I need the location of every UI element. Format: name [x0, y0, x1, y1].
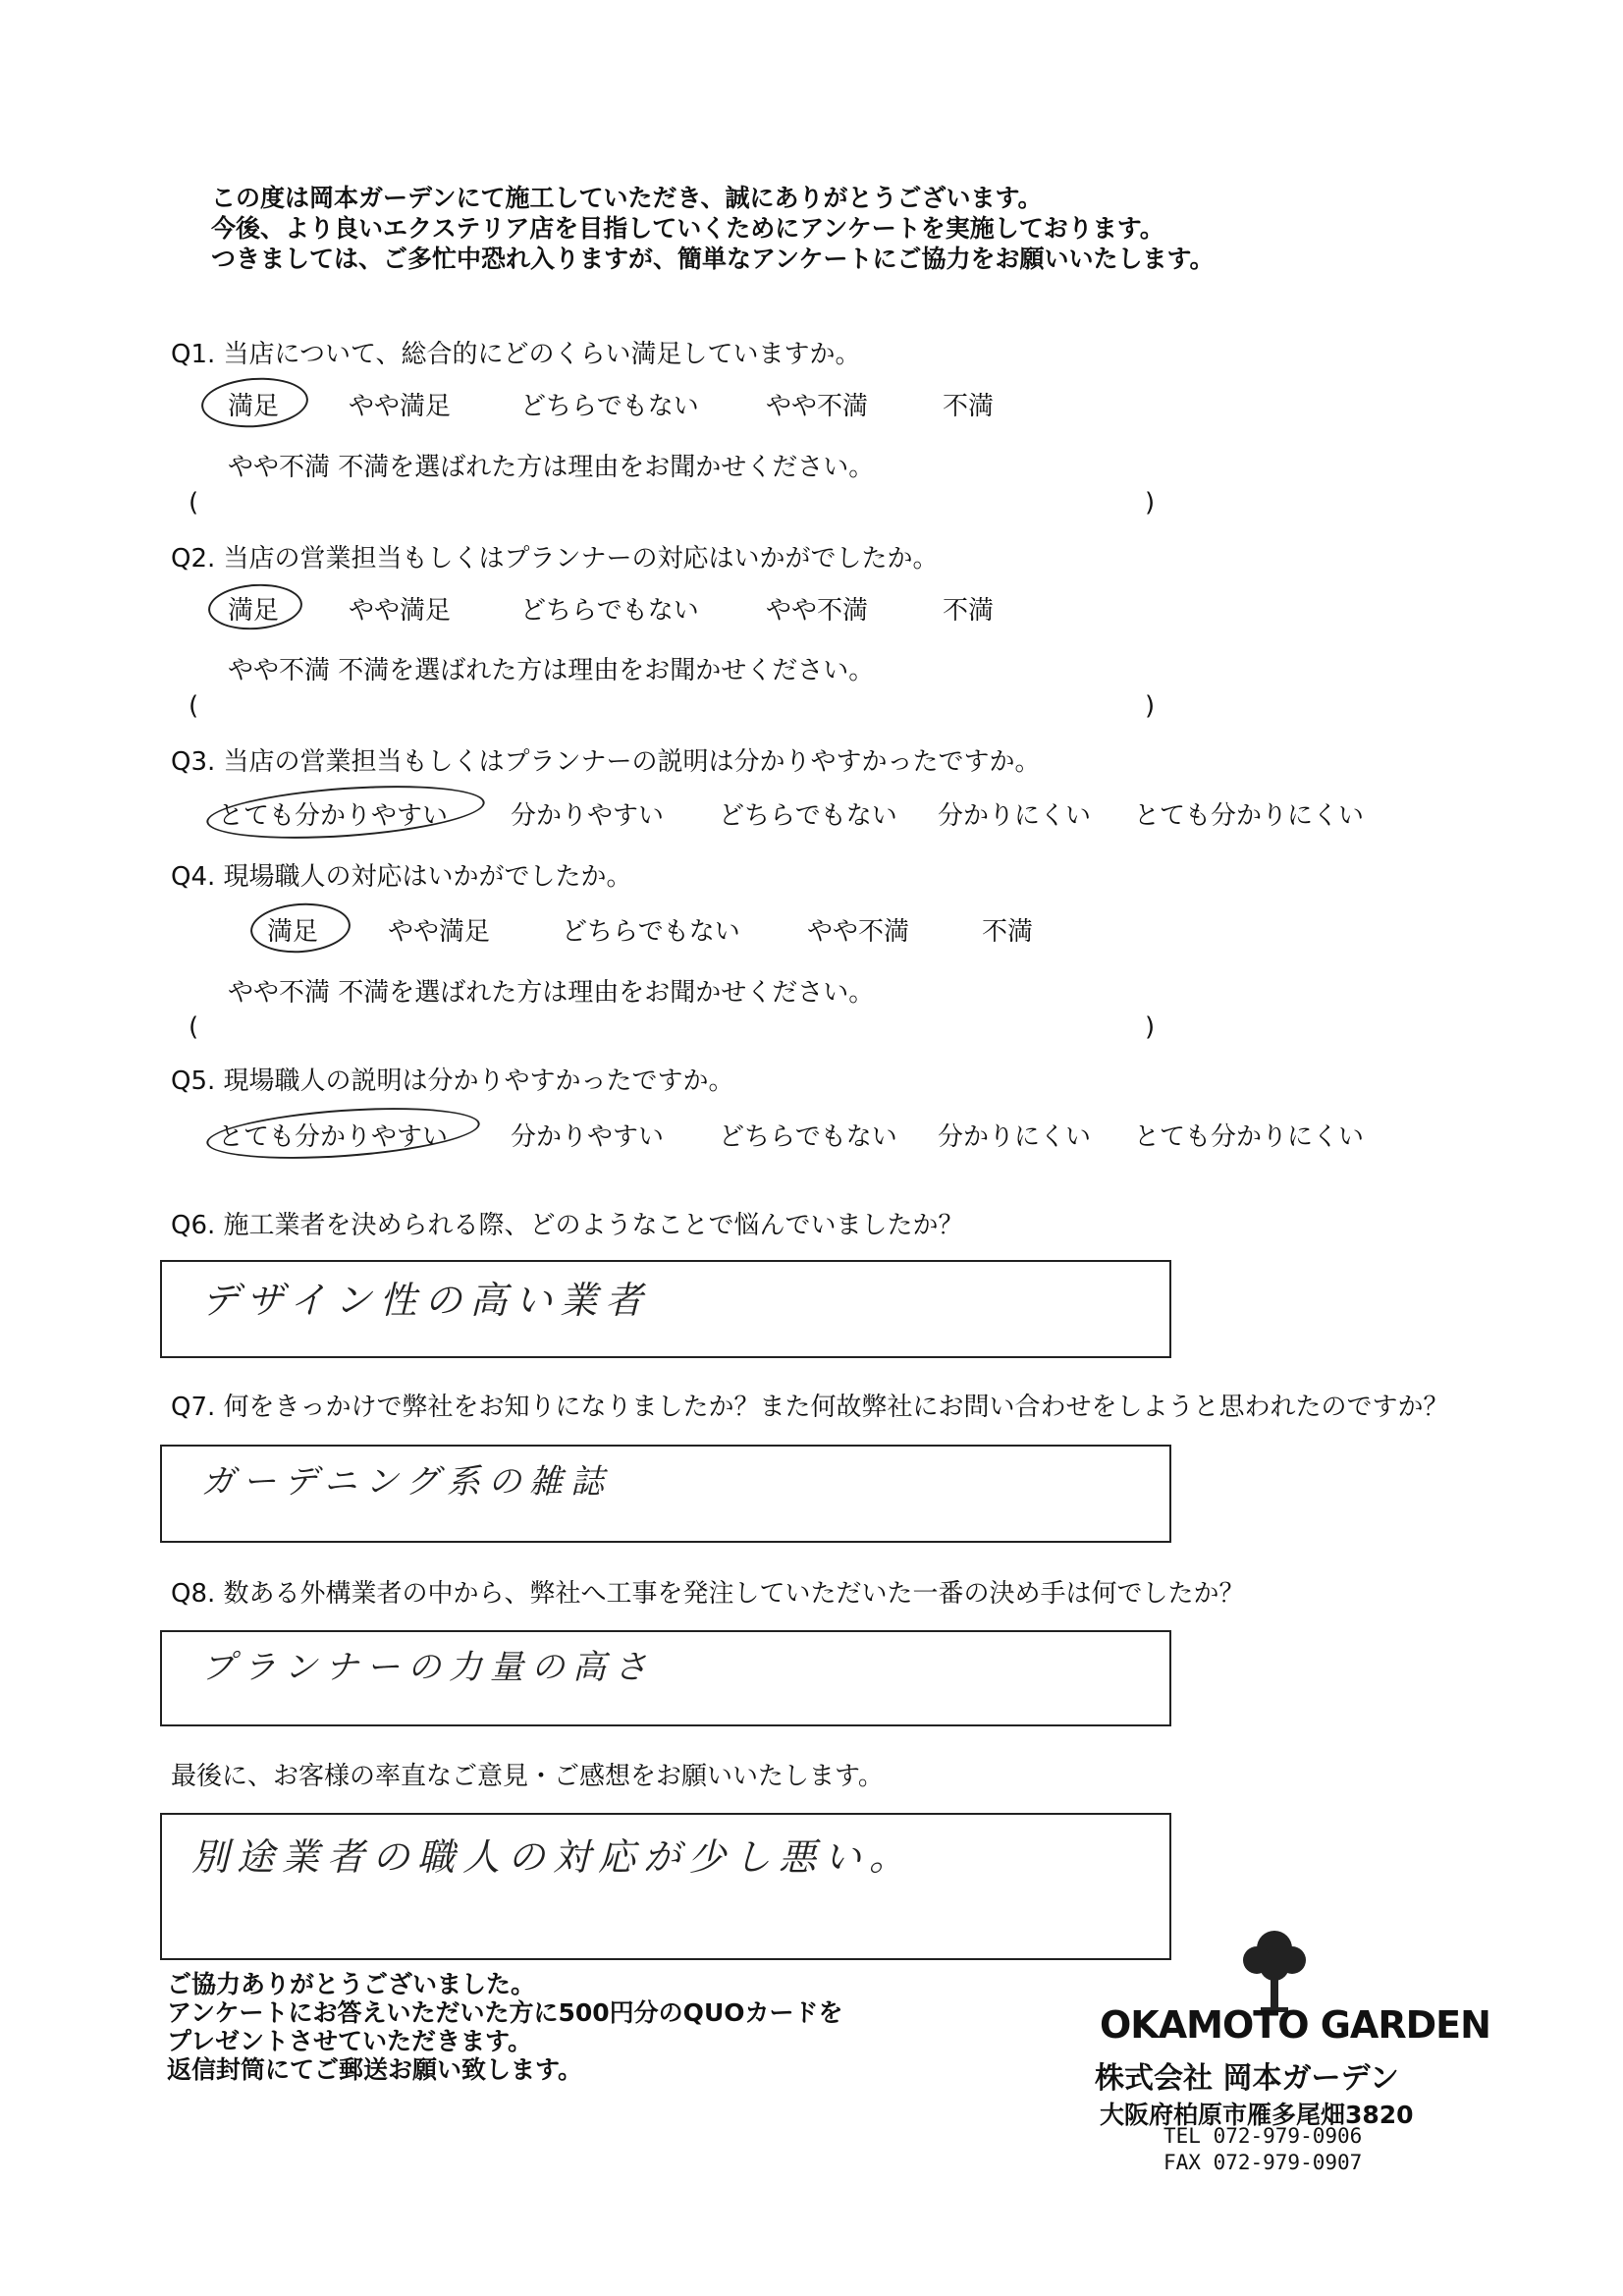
question-q7: Q7. 何をきっかけで弊社をお知りになりましたか？また何故弊社にお問い合わせをしようと思われたのですか？: [171, 1393, 1449, 1422]
company-fax: FAX 072-979-0907: [1163, 2151, 1363, 2174]
q8-answer-box[interactable]: [160, 1630, 1171, 1726]
q4-option-somewhat-satisfied[interactable]: やや満足: [388, 917, 491, 947]
footer-thanks: [167, 1970, 843, 2084]
q3-selection-circle: [205, 778, 487, 847]
company-name: 株式会社 岡本ガーデン: [1095, 2061, 1399, 2096]
q1-selection-circle: [199, 374, 309, 430]
q2-option-somewhat-satisfied[interactable]: やや満足: [349, 596, 452, 626]
intro-line: つきましては、ご多忙中恐れ入りますが、簡単なアンケートにご協力をお願いいたします。: [211, 245, 1215, 273]
q4-paren-close: ): [1145, 1012, 1156, 1042]
q5-option-neutral[interactable]: どちらでもない: [719, 1122, 897, 1152]
q5-option-very-unclear[interactable]: とても分かりにくい: [1134, 1122, 1365, 1152]
tree-icon: [1235, 1927, 1314, 2013]
q3-option-neutral[interactable]: どちらでもない: [719, 801, 897, 831]
q4-option-neutral[interactable]: どちらでもない: [562, 917, 740, 947]
q3-option-very-clear[interactable]: とても分かりやすい: [218, 801, 449, 831]
q5-option-unclear[interactable]: 分かりにくい: [938, 1122, 1092, 1152]
q4-selection-circle: [248, 901, 352, 957]
q4-reason-prompt: やや不満 不満を選ばれた方は理由をお聞かせください。: [228, 978, 875, 1008]
question-q5: Q5. 現場職人の説明は分かりやすかったですか。: [171, 1066, 734, 1096]
q6-answer: デザイン性の高い業者: [201, 1279, 651, 1322]
q4-option-dissatisfied[interactable]: 不満: [982, 917, 1034, 947]
question-q2: Q2. 当店の営業担当もしくはプランナーの対応はいかがでしたか。: [171, 544, 939, 574]
q2-option-satisfied[interactable]: 満足: [228, 596, 280, 626]
q5-option-very-clear[interactable]: とても分かりやすい: [218, 1122, 449, 1152]
q7-answer: ガーデニング系の雑誌: [201, 1462, 612, 1502]
final-answer-box[interactable]: [160, 1813, 1171, 1960]
footer-line: ご協力ありがとうございました。: [167, 1970, 536, 1998]
q1-option-satisfied[interactable]: 満足: [228, 392, 280, 421]
intro-line: 今後、より良いエクステリア店を目指していくためにアンケートを実施しております。: [211, 214, 1164, 243]
intro-text: [211, 183, 1215, 274]
question-q3: Q3. 当店の営業担当もしくはプランナーの説明は分かりやすかったですか。: [171, 747, 1041, 777]
question-q8: Q8. 数ある外構業者の中から、弊社へ工事を発注していただいた一番の決め手は何でしたか？: [171, 1579, 1245, 1609]
footer-line: アンケートにお答えいただいた方に500円分のQUOカードを: [167, 1998, 843, 2027]
q4-option-satisfied[interactable]: 満足: [267, 917, 319, 947]
q4-option-somewhat-dissatisfied[interactable]: やや不満: [807, 917, 910, 947]
q2-option-neutral[interactable]: どちらでもない: [520, 596, 699, 626]
q3-option-very-unclear[interactable]: とても分かりにくい: [1134, 801, 1365, 831]
intro-line: この度は岡本ガーデンにて施工していただき、誠にありがとうございます。: [211, 184, 1043, 212]
q1-option-dissatisfied[interactable]: 不満: [943, 392, 995, 421]
q2-paren-close: ): [1145, 691, 1156, 721]
q1-option-somewhat-satisfied[interactable]: やや満足: [349, 392, 452, 421]
q6-answer-box[interactable]: [160, 1260, 1171, 1358]
q1-option-neutral[interactable]: どちらでもない: [520, 392, 699, 421]
company-tel: TEL 072-979-0906: [1163, 2124, 1363, 2148]
q2-reason-prompt: やや不満 不満を選ばれた方は理由をお聞かせください。: [228, 656, 875, 685]
q5-option-clear[interactable]: 分かりやすい: [511, 1122, 665, 1152]
footer-line: プレゼントさせていただきます。: [167, 2027, 533, 2055]
q1-reason-prompt: やや不満 不満を選ばれた方は理由をお聞かせください。: [228, 453, 875, 482]
q7-answer-box[interactable]: [160, 1445, 1171, 1543]
question-q6: Q6. 施工業者を決められる際、どのようなことで悩んでいましたか？: [171, 1211, 964, 1240]
q8-answer: プランナーの力量の高さ: [201, 1648, 655, 1687]
q3-option-clear[interactable]: 分かりやすい: [511, 801, 665, 831]
q3-option-unclear[interactable]: 分かりにくい: [938, 801, 1092, 831]
company-address: 大阪府柏原市雁多尾畑3820: [1100, 2101, 1414, 2129]
question-final: 最後に、お客様の率直なご意見・ご感想をお願いいたします。: [171, 1762, 884, 1791]
q1-paren-open: (: [189, 488, 199, 518]
q1-option-somewhat-dissatisfied[interactable]: やや不満: [766, 392, 869, 421]
q2-selection-circle: [207, 581, 304, 633]
q2-option-dissatisfied[interactable]: 不満: [943, 596, 995, 626]
company-logo: OKAMOTO GARDEN: [1100, 2003, 1490, 2047]
q4-paren-open: (: [189, 1012, 199, 1042]
q2-paren-open: (: [189, 691, 199, 721]
question-q1: Q1. 当店について、総合的にどのくらい満足していますか。: [171, 340, 861, 369]
question-q4: Q4. 現場職人の対応はいかがでしたか。: [171, 862, 632, 892]
q2-option-somewhat-dissatisfied[interactable]: やや不満: [766, 596, 869, 626]
footer-line: 返信封筒にてご郵送お願い致します。: [167, 2055, 583, 2084]
q1-paren-close: ): [1145, 488, 1156, 518]
final-answer: 別途業者の職人の対応が少し悪い。: [191, 1835, 915, 1879]
q5-selection-circle: [205, 1100, 482, 1166]
